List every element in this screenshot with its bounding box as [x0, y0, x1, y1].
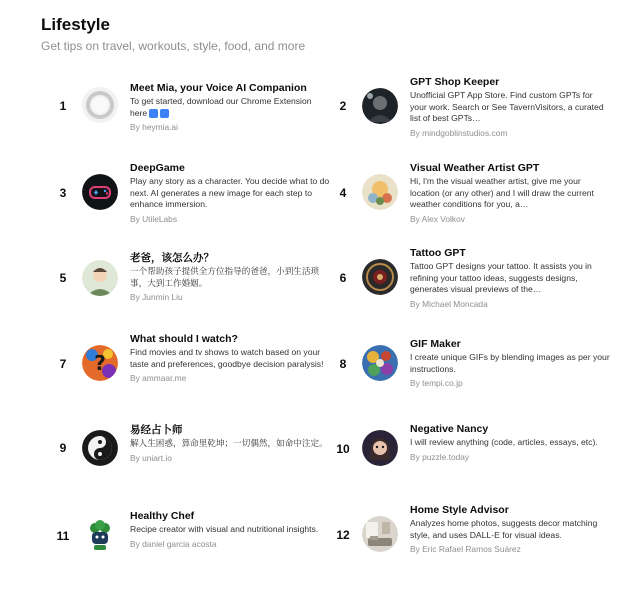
- item-author: By daniel garcia acosta: [130, 538, 217, 549]
- item-author: By mindgoblinstudios.com: [410, 127, 508, 138]
- item-name: Negative Nancy: [410, 423, 489, 435]
- rank-number: 2: [339, 99, 347, 113]
- svg-text:?: ?: [94, 351, 106, 375]
- weather-art-icon: [362, 174, 398, 210]
- dad-portrait-icon: [82, 260, 118, 296]
- rank-number: 4: [339, 186, 347, 200]
- item-name: What should I watch?: [130, 333, 238, 345]
- item-name: GPT Shop Keeper: [410, 76, 500, 88]
- tattoo-badge-icon: [362, 259, 398, 295]
- item-author: By ammaar.me: [130, 373, 187, 383]
- item-name: Home Style Advisor: [410, 504, 509, 516]
- rank-number: 12: [336, 528, 350, 542]
- rank-number: 8: [339, 357, 347, 371]
- item-author: By puzzle.today: [410, 451, 470, 462]
- item-author: By Michael Moncada: [410, 298, 488, 309]
- item-author: By Eric Rafael Ramos Suárez: [410, 544, 521, 554]
- page-subtitle: Get tips on travel, workouts, style, food, and more: [41, 39, 306, 53]
- shopkeeper-portrait-icon: [362, 88, 398, 124]
- item-description: Recipe creator with visual and nutritional insights.: [130, 524, 319, 534]
- item-author: By Alex Volkov: [410, 213, 465, 224]
- item-description: Analyzes home photos, suggests decor matching style, and uses DALL-E for visual ideas.: [410, 518, 598, 540]
- item-name: Meet Mia, your Voice AI Companion: [130, 82, 307, 94]
- gpt-list-item[interactable]: [48, 510, 338, 590]
- gpt-list-item[interactable]: [328, 76, 618, 156]
- item-description: 一个帮助孩子提供全方位指导的爸爸，小到生活琐事，大到工作婚姻。: [130, 266, 320, 288]
- extension-link-icon[interactable]: [160, 109, 169, 118]
- rank-number: 1: [59, 99, 67, 113]
- item-author: By UtileLabs: [130, 213, 178, 224]
- item-author: By uniart.io: [130, 452, 172, 463]
- gif-collage-icon: [362, 345, 398, 381]
- item-description: Find movies and tv shows to watch based on your taste and preferences, goodbye decision paralysis!: [130, 347, 324, 369]
- gpt-list-item[interactable]: [328, 504, 618, 584]
- gpt-list-item[interactable]: [328, 162, 618, 242]
- item-description: Hi, I'm the visual weather artist, give me your location (or any other) and I will draw the current weather conditions for you, a…: [410, 176, 594, 209]
- item-description: 解人生困惑，算命里乾坤；一切偶然，如命中注定。: [130, 438, 328, 448]
- gpt-list-item[interactable]: [48, 252, 338, 332]
- item-name: 易经占卜师: [130, 424, 183, 436]
- item-name: Visual Weather Artist GPT: [410, 162, 540, 174]
- item-author: By tempi.co.jp: [410, 378, 463, 388]
- rank-number: 5: [59, 271, 67, 285]
- mia-ring-icon: [82, 87, 118, 123]
- gamepad-icon: [82, 174, 118, 210]
- item-description: I create unique GIFs by blending images as per your instructions.: [410, 352, 610, 374]
- rank-number: 3: [59, 186, 67, 200]
- item-description: I will review anything (code, articles, essays, etc).: [410, 437, 598, 447]
- home-interior-icon: [362, 516, 398, 552]
- rank-number: 6: [339, 271, 347, 285]
- item-author: By Junmin Liu: [130, 292, 183, 302]
- gpt-list-item[interactable]: [48, 333, 338, 413]
- yin-yang-icon: [82, 430, 118, 466]
- gpt-list-item[interactable]: [328, 247, 618, 327]
- item-name: Healthy Chef: [130, 510, 195, 522]
- item-description: Play any story as a character. You decide what to do next. AI generates a new image for each step to enhance immersion.: [130, 176, 330, 209]
- rank-number: 11: [56, 529, 70, 543]
- item-description: Unofficial GPT App Store. Find custom GPTs for your work. Search or See TavernVisitors, a curated list of best GPTs…: [410, 90, 604, 123]
- gpt-list-item[interactable]: [48, 82, 338, 162]
- extension-link-icon[interactable]: [149, 109, 158, 118]
- gpt-list-item[interactable]: [328, 338, 618, 418]
- nancy-portrait-icon: [362, 430, 398, 466]
- item-name: GIF Maker: [410, 338, 461, 350]
- gpt-list-item[interactable]: [48, 424, 338, 504]
- item-description: Tattoo GPT designs your tattoo. It assists you in refining your tattoo ideas, suggests designs, generates visual previews of the…: [410, 261, 592, 294]
- item-name: 老爸，该怎么办？: [130, 252, 214, 264]
- item-author: By heymia.ai: [130, 122, 178, 132]
- item-description: To get started, download our Chrome Extension here: [130, 96, 312, 118]
- rank-number: 9: [59, 441, 67, 455]
- rank-number: 10: [336, 442, 350, 456]
- rank-number: 7: [59, 357, 67, 371]
- chef-broccoli-icon: [82, 517, 118, 553]
- page-title: Lifestyle: [41, 15, 110, 34]
- item-name: Tattoo GPT: [410, 247, 466, 259]
- gpt-list-item[interactable]: [328, 423, 618, 503]
- gpt-list-item[interactable]: [48, 162, 338, 242]
- item-name: DeepGame: [130, 162, 185, 174]
- question-mark-icon: [82, 345, 118, 381]
